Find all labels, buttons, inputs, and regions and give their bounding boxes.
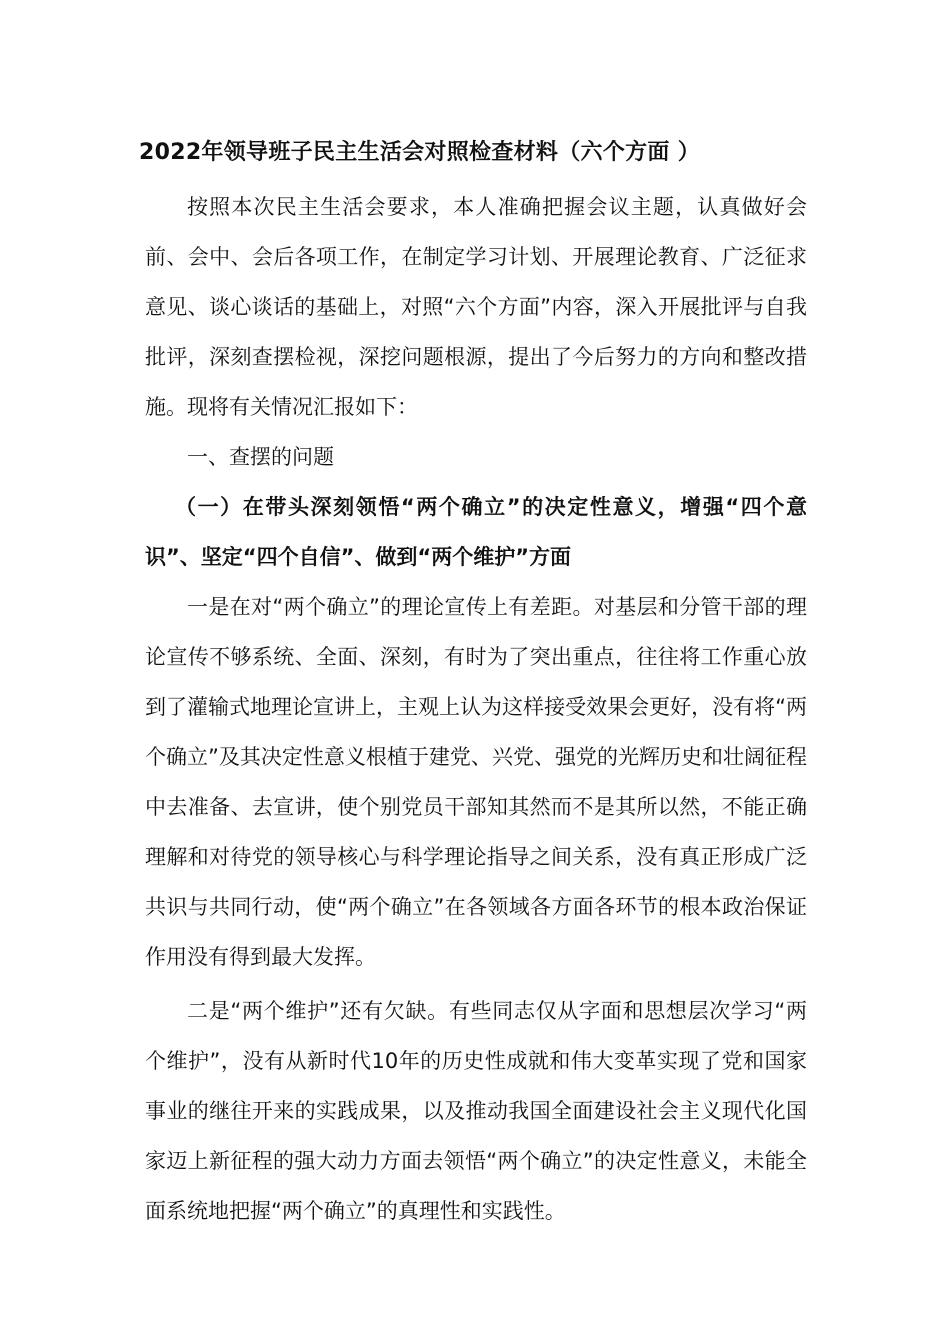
- intro-paragraph: 按照本次民主生活会要求，本人准确把握会议主题，认真做好会前、会中、会后各项工作，在制定学习计划、开展理论教育、广泛征求意见、谈心谈话的基础上，对照“六个方面”内容，深入开展批评与自我批评，深刻查摆检视，深挖问题根源，提出了今后努力的方向和整改措施。现将有关情况汇报如下：: [145, 195, 807, 419]
- document-title: 2022年领导班子民主生活会对照检查材料（六个方面 ）: [139, 140, 700, 165]
- body-paragraph-1: 一是在对“两个确立”的理论宣传上有差距。对基层和分管干部的理论宣传不够系统、全面、深刻，有时为了突出重点，往往将工作重心放到了灌输式地理论宣讲上，主观上认为这样接受效果会更好，没有将“两个确立”及其决定性意义根植于建党、兴党、强党的光辉历史和壮阔征程中去准备、去宣讲，使个别党员干部知其然而不是其所以然，不能正确理解和对待党的领导核心与科学理论指导之间关系，没有真正形成广泛共识与共同行动，使“两个确立”在各领域各方面各环节的根本政治保证作用没有得到最大发挥。: [145, 595, 807, 969]
- document-page: [139, 130, 807, 1236]
- body-paragraph-2: 二是“两个维护”还有欠缺。有些同志仅从字面和思想层次学习“两个维护”，没有从新时代10年的历史性成就和伟大变革实现了党和国家事业的继往开来的实践成果，以及推动我国全面建设社会主义现代化国家迈上新征程的强大动力方面去领悟“两个确立”的决定性意义，未能全面系统地把握“两个确立”的真理性和实践性。: [145, 999, 807, 1223]
- section-heading: 一、查摆的问题: [187, 445, 334, 469]
- subsection-heading: （一）在带头深刻领悟“两个确立”的决定性意义，增强“四个意识”、坚定“四个自信”、做到“两个维护”方面: [145, 495, 807, 569]
